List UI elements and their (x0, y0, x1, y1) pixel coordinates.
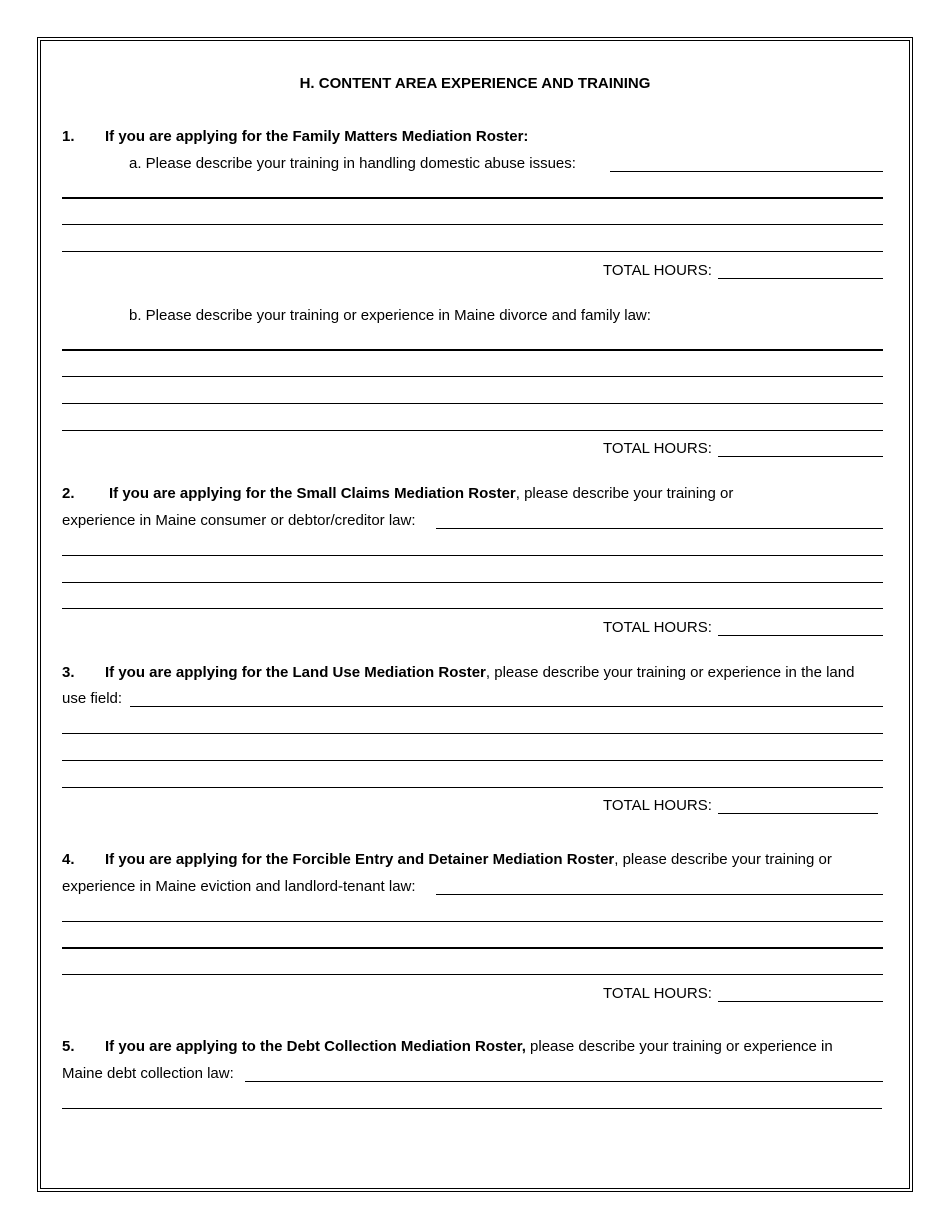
section-1b-answer-line-1[interactable] (62, 349, 883, 351)
section-1a-total-hours-label: TOTAL HOURS: (603, 262, 712, 279)
section-4-number: 4. (62, 851, 75, 868)
section-3-answer-line-1[interactable] (130, 706, 883, 707)
section-1b-total-hours-field[interactable] (718, 456, 883, 457)
section-5-answer-line-2[interactable] (62, 1108, 882, 1109)
section-1a-total-hours-field[interactable] (718, 278, 883, 279)
section-5-title-rest: please describe your training or experience in (525, 1038, 833, 1055)
section-2-heading (62, 485, 733, 503)
section-2-number: 2. (62, 485, 75, 502)
section-2-title: If you are applying for the Small Claims Mediation Roster (109, 485, 516, 502)
section-2-answer-line-2[interactable] (62, 555, 883, 556)
section-1a-prompt: a. Please describe your training in handling domestic abuse issues: (129, 155, 576, 172)
section-4-total-hours-field[interactable] (718, 1001, 883, 1002)
section-1b-answer-line-3[interactable] (62, 403, 883, 404)
section-1-number: 1. (62, 128, 75, 145)
section-4-answer-line-4[interactable] (62, 974, 883, 975)
section-1-heading (62, 128, 528, 146)
section-3-answer-line-2[interactable] (62, 733, 883, 734)
section-4-prompt-line2: experience in Maine eviction and landlord-tenant law: (62, 878, 416, 895)
section-2-prompt-line2: experience in Maine consumer or debtor/creditor law: (62, 512, 416, 529)
section-4-answer-line-1[interactable] (436, 894, 883, 895)
section-4-heading (62, 851, 832, 869)
section-1a-answer-line-3[interactable] (62, 224, 883, 225)
section-2-answer-line-1[interactable] (436, 528, 883, 529)
section-5-answer-line-1[interactable] (245, 1081, 883, 1082)
section-2-answer-line-4[interactable] (62, 608, 883, 609)
section-4-total-hours-label: TOTAL HOURS: (603, 985, 712, 1002)
section-3-title: If you are applying for the Land Use Mediation Roster (105, 664, 486, 681)
section-3-title-rest: , please describe your training or experience in the land (485, 664, 855, 681)
section-4-title: If you are applying for the Forcible Entry and Detainer Mediation Roster (105, 851, 615, 868)
section-3-prompt-line2: use field: (62, 690, 123, 707)
section-3-total-hours-field[interactable] (718, 813, 878, 814)
section-1b-prompt: b. Please describe your training or experience in Maine divorce and family law: (129, 307, 651, 324)
section-2-total-hours-label: TOTAL HOURS: (603, 619, 712, 636)
section-1-title: If you are applying for the Family Matters Mediation Roster: (105, 128, 529, 145)
section-5-prompt-line2: Maine debt collection law: (62, 1065, 234, 1082)
section-2-title-rest: , please describe your training or (515, 485, 734, 502)
section-1a-answer-line-2[interactable] (62, 197, 883, 199)
section-1a-answer-line-4[interactable] (62, 251, 883, 252)
section-2-total-hours-field[interactable] (718, 635, 883, 636)
section-3-answer-line-3[interactable] (62, 760, 883, 761)
section-5-heading (62, 1038, 833, 1056)
page-title: H. CONTENT AREA EXPERIENCE AND TRAINING (299, 75, 651, 92)
section-1a-answer-line-1[interactable] (610, 171, 883, 172)
section-4-answer-line-3[interactable] (62, 947, 883, 949)
section-3-total-hours-label: TOTAL HOURS: (603, 797, 712, 814)
section-1b-total-hours-label: TOTAL HOURS: (603, 440, 712, 457)
section-4-answer-line-2[interactable] (62, 921, 883, 922)
section-5-number: 5. (62, 1038, 75, 1055)
section-3-answer-line-4[interactable] (62, 787, 883, 788)
section-1b-answer-line-2[interactable] (62, 376, 883, 377)
section-4-title-rest: , please describe your training or (614, 851, 832, 868)
section-5-title: If you are applying to the Debt Collection Mediation Roster, (105, 1038, 526, 1055)
section-3-number: 3. (62, 664, 75, 681)
section-1b-answer-line-4[interactable] (62, 430, 883, 431)
section-3-heading (62, 664, 854, 682)
page-border-inner (40, 40, 910, 1189)
section-2-answer-line-3[interactable] (62, 582, 883, 583)
